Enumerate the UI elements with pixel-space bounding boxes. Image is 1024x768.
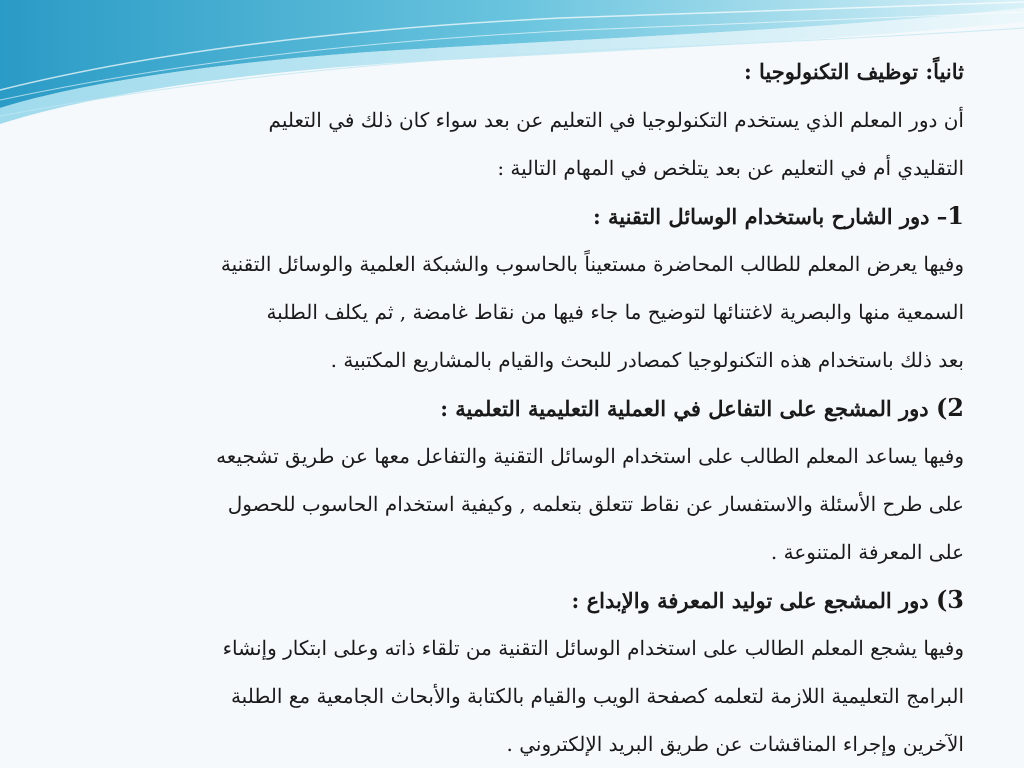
- section-2-line-1: وفيها يساعد المعلم الطالب على استخدام الوسائل التقنية والتفاعل معها عن طريق تشجيعه: [216, 444, 964, 468]
- section-1-number: 1: [947, 201, 964, 230]
- section-3-title-text: دور المشجع على توليد المعرفة والإبداع :: [571, 588, 929, 613]
- section-3-number: 3): [935, 585, 964, 614]
- section-3-title: [54, 576, 964, 624]
- section-2-title-text: دور المشجع على التفاعل في العملية التعليمية التعلمية :: [440, 396, 929, 421]
- intro-line-1: أن دور المعلم الذي يستخدم التكنولوجيا في التعليم عن بعد سواء كان ذلك في التعليم: [268, 108, 964, 132]
- section-2-line-2: على طرح الأسئلة والاستفسار عن نقاط تتعلق بتعلمه , وكيفية استخدام الحاسوب للحصول: [227, 492, 964, 516]
- section-1-title: [54, 192, 964, 240]
- section-2-title: [54, 384, 964, 432]
- section-3-line-3: الآخرين وإجراء المناقشات عن طريق البريد الإلكتروني .: [506, 732, 964, 756]
- slide-content: [54, 48, 964, 768]
- section-2-number: 2): [935, 393, 964, 422]
- section-1-line-2: السمعية منها والبصرية لاغتنائها لتوضيح ما جاء فيها من نقاط غامضة , ثم يكلف الطلبة: [266, 300, 964, 324]
- section-1-title-text: – دور الشارح باستخدام الوسائل التقنية :: [592, 204, 948, 229]
- slide-heading: ثانياً: توظيف التكنولوجيا :: [743, 59, 964, 84]
- intro-line-2: التقليدي أم في التعليم عن بعد يتلخص في المهام التالية :: [497, 156, 964, 180]
- section-3-line-2: البرامج التعليمية اللازمة لتعلمه كصفحة الويب والقيام بالكتابة والأبحاث الجامعية مع الطلبة: [230, 684, 964, 708]
- section-2-line-3: على المعرفة المتنوعة .: [770, 540, 964, 564]
- section-1-line-1: وفيها يعرض المعلم للطالب المحاضرة مستعيناً بالحاسوب والشبكة العلمية والوسائل التقنية: [220, 252, 964, 276]
- section-1-line-3: بعد ذلك باستخدام هذه التكنولوجيا كمصادر للبحث والقيام بالمشاريع المكتبية .: [330, 348, 964, 372]
- section-3-line-1: وفيها يشجع المعلم الطالب على استخدام الوسائل التقنية من تلقاء ذاته وعلى ابتكار وإنشاء: [222, 636, 964, 660]
